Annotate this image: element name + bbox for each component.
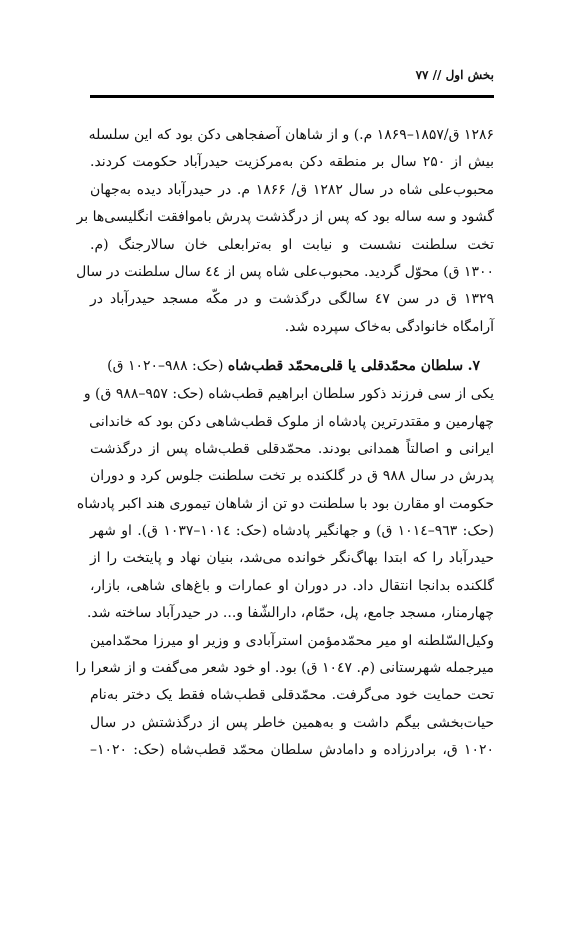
text-line: محبوب‌علی شاه در سال ۱۲۸۲ ق/ ۱۸۶۶ م. در حیدرآباد دیده به‌جهان: [90, 181, 495, 198]
text-line: چهارمنار، مسجد جامع، پل، حمّام، دارالشّفا و... در حیدرآباد ساخته شد.: [86, 605, 494, 622]
text-line: (حک: ۹٦۳–۱۰۱٤ ق) و جهانگیر پادشاه (حک: ۱۰۱٤–۱۰۳۷ ق). او شهر: [90, 523, 494, 540]
header-rule: [90, 95, 494, 98]
text-line: چهارمین و مقتدرترین پادشاه از ملوک قطب‌شاهی دکن بود که خاندانی: [89, 413, 494, 430]
text-line: حیات‌بخشی بیگم داشت و به‌همین خاطر پس از درگذشتش در سال: [90, 714, 494, 731]
text-line: یکی از سی فرزند ذکور سلطان ابراهیم قطب‌شاه (حک: ۹۵۷–۹۸۸ ق) و: [83, 386, 494, 403]
text-line: ۱۳۲۹ ق در سن ٤۷ سالگی درگذشت و در مکّه مسجد حیدرآباد در: [90, 291, 495, 308]
text-line: تحت حمایت خود می‌گرفت. محمّدقلی قطب‌شاه فقط یک دختر به‌نام: [90, 687, 494, 704]
text-line: گلکنده بدانجا انتقال داد. در دوران او عمارات و باغ‌های شاهی، بازار،: [90, 577, 494, 594]
text-line: بیش از ۲۵۰ سال بر منطقه دکن به‌مرکزیت حیدرآباد حکومت کردند.: [90, 154, 494, 171]
text-line: میرجمله شهرستانی (م. ۱۰٤۷ ق) بود. او خود شعر می‌گفت و از شعرا را: [75, 660, 494, 677]
text-line: ایرانی و اصالتاً همدانی بودند. محمّدقلی قطب‌شاه پس از درگذشت: [90, 440, 494, 457]
paragraph-2: [75, 381, 494, 764]
text-line: ۱۲۸۶ ق/۱۸۵۷–۱۸۶۹ م.) و از شاهان آصفجاهی دکن بود که این سلسله: [88, 127, 494, 143]
text-line: حیدرآباد را که ابتدا بهاگ‌نگر خوانده می‌شد، بنیان نهاد و پایتخت را از: [90, 550, 494, 567]
body-text: [75, 122, 495, 765]
section-name: سلطان محمّدقلی یا قلی‌محمّد قطب‌شاه: [227, 358, 464, 375]
paragraph-1: [76, 122, 495, 341]
text-line: آرامگاه خانوادگی به‌خاک سپرده شد.: [284, 318, 494, 335]
section-heading: [90, 352, 494, 381]
text-line: وکیل‌السّلطنه او میر محمّدمؤمن استرآبادی و وزیر او میرزا محمّدامین: [90, 632, 494, 649]
text-line: تخت سلطنت نشست و نیابت او به‌ترابعلی خان سالارجنگ (م.: [90, 236, 494, 253]
text-line: حکومت او مقارن بود با سلطنت دو تن از شاهان تیموری هند اکبر پادشاه: [76, 495, 494, 512]
text-line: پدرش در سال ۹۸۸ ق در گلکنده بر تخت سلطنت جلوس کرد و دوران: [90, 468, 494, 485]
text-line: گشود و سه ساله بود که پس از درگذشت پدرش باموافقت انگلیسی‌ها بر: [76, 209, 494, 226]
section-dates: (حک: ۹۸۸–۱۰۲۰ ق): [107, 358, 224, 375]
text-line: ۱۳۰۰ ق) محوّل گردید. محبوب‌علی شاه پس از ٤٤ سال سلطنت در سال: [76, 263, 494, 280]
section-number: ۷.: [467, 358, 480, 375]
text-line: ۱۰۲۰ ق، برادرزاده و دامادش سلطان محمّد قطب‌شاه (حک: ۱۰۲۰–: [90, 742, 494, 759]
running-header: بخش اول // ۷۷: [415, 68, 494, 82]
